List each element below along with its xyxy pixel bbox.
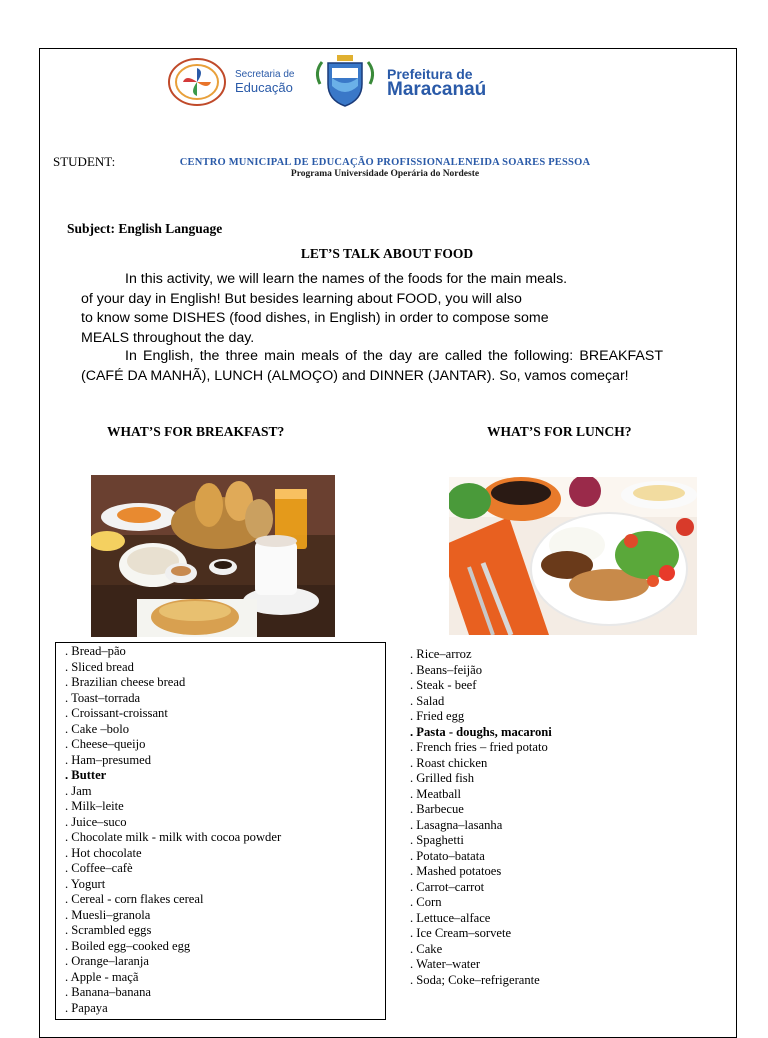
lunch-list-item: . Grilled fish — [410, 771, 475, 785]
breakfast-list-item: . Juice–suco — [65, 814, 127, 829]
breakfast-list-item: . Yogurt — [65, 876, 106, 891]
intro-line-2: of your day in English! But besides learning about FOOD, you will also — [81, 290, 522, 307]
breakfast-list-item: . Scrambled eggs — [65, 923, 152, 937]
lunch-list-item: . Potato–batata — [410, 848, 485, 863]
center-name: CENTRO MUNICIPAL DE EDUCAÇÃO PROFISSIONALENEIDA SOARES PESSOA — [179, 157, 591, 168]
page-title: LET’S TALK ABOUT FOOD — [300, 246, 474, 261]
breakfast-photo — [91, 475, 335, 637]
intro-paragraph — [81, 270, 681, 348]
breakfast-list-item: . Muesli–granola — [65, 907, 151, 922]
lunch-list-item: . Lasagna–lasanha — [410, 817, 503, 832]
lunch-list-item: . Fried egg — [410, 709, 465, 723]
lunch-list-item: . Ice Cream–sorvete — [410, 926, 512, 940]
breakfast-list-item: . Orange–laranja — [65, 954, 149, 968]
breakfast-list-item: . Apple - maçã — [65, 969, 139, 984]
lunch-list — [410, 647, 552, 988]
breakfast-list-item: . Cheese–queijo — [65, 737, 146, 751]
education-seal-logo — [167, 57, 227, 107]
breakfast-list-item: . Brazilian cheese bread — [65, 675, 186, 689]
breakfast-list-item: . Papaya — [65, 1000, 108, 1015]
breakfast-list-item: . Butter — [65, 768, 107, 782]
lunch-heading: WHAT’S FOR LUNCH? — [487, 424, 632, 439]
secretaria-text — [235, 68, 294, 94]
prefeitura-line1: Prefeitura de — [387, 66, 473, 82]
breakfast-list-item: . Coffee–cafè — [65, 861, 133, 875]
header-logos — [165, 54, 565, 110]
meals-paragraph: In English, the three main meals of the day are called the following: BREAKFAST (CAFÉ DA MANHÃ), LUNCH (ALMOÇO) and DINNER (JANTAR). So, vamos começar! — [81, 348, 663, 384]
breakfast-list-item: . Milk–leite — [65, 799, 124, 813]
breakfast-list-item: . Cake –bolo — [65, 721, 130, 736]
secretaria-line1: Secretaria de — [235, 69, 295, 80]
secretaria-line2: Educação — [235, 80, 293, 95]
lunch-list-item: . Carrot–carrot — [410, 879, 485, 894]
lunch-list-item: . Steak - beef — [410, 678, 477, 692]
breakfast-list-item: . Toast–torrada — [65, 690, 141, 705]
breakfast-heading: WHAT’S FOR BREAKFAST? — [107, 424, 285, 439]
intro-line-4: MEALS throughout the day. — [81, 329, 255, 346]
lunch-photo — [449, 477, 697, 635]
lunch-list-item: . Water–water — [410, 957, 481, 971]
intro-line-3: to know some DISHES (food dishes, in English) in order to compose some — [81, 310, 549, 326]
lunch-list-item: . Spaghetti — [410, 833, 464, 847]
breakfast-list-item: . Boiled egg–cooked egg — [65, 938, 191, 953]
lunch-list-item: . Lettuce–alface — [410, 910, 491, 925]
city-shield-logo — [310, 54, 380, 108]
breakfast-list-item: . Banana–banana — [65, 985, 152, 999]
lunch-list-item: . Meatball — [410, 786, 462, 801]
breakfast-list-item: . Chocolate milk - milk with cocoa powder — [65, 830, 282, 844]
prefeitura-line2: Maracanaú — [387, 79, 487, 100]
lunch-list-item: . Salad — [410, 693, 445, 708]
lunch-list-item: . French fries – fried potato — [410, 740, 548, 754]
subject-line: Subject: English Language — [67, 221, 223, 236]
lunch-list-item: . Mashed potatoes — [410, 864, 502, 878]
breakfast-list-item: . Ham–presumed — [65, 752, 152, 767]
lunch-list-item: . Soda; Coke–refrigerante — [410, 972, 540, 987]
breakfast-list-item: . Sliced bread — [65, 659, 134, 674]
breakfast-list-item: . Cereal - corn flakes cereal — [65, 892, 204, 906]
student-label: STUDENT: — [53, 154, 116, 169]
lunch-list-item: . Corn — [410, 895, 442, 909]
lunch-list-item: . Cake — [410, 941, 443, 956]
breakfast-list-item: . Hot chocolate — [65, 845, 142, 860]
breakfast-list-item: . Bread–pão — [65, 644, 126, 658]
lunch-list-item: . Beans–feijão — [410, 662, 483, 677]
prefeitura-text — [387, 66, 486, 98]
breakfast-list-item: . Croissant-croissant — [65, 706, 168, 720]
breakfast-list-item: . Jam — [65, 783, 92, 798]
lunch-list-item: . Pasta - doughs, macaroni — [410, 724, 552, 739]
program-name: Programa Universidade Operária do Nordeste — [290, 169, 480, 179]
lunch-list-item: . Barbecue — [410, 802, 464, 816]
lunch-list-item: . Roast chicken — [410, 755, 488, 770]
intro-line-1: In this activity, we will learn the names of the foods for the main meals. — [125, 271, 568, 287]
breakfast-list — [65, 644, 281, 1016]
lunch-list-item: . Rice–arroz — [410, 647, 472, 661]
